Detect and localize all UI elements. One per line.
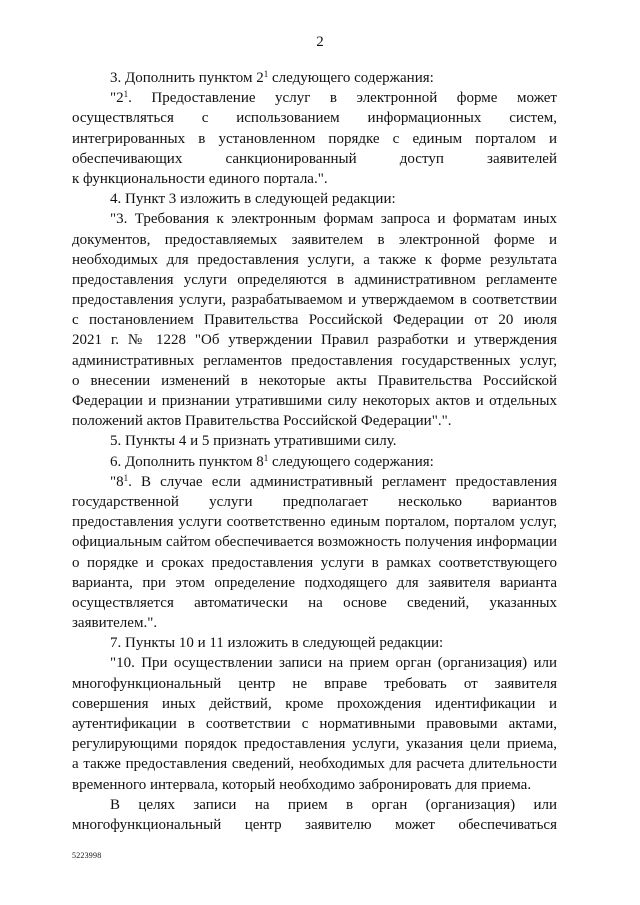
line-text: а также предоставления сведений, необходимых для расчета длительности (72, 756, 557, 773)
text-line (72, 795, 557, 815)
line-text: 6. Дополнить пунктом 8 (110, 453, 264, 470)
text-line (72, 593, 557, 613)
text-line (72, 613, 557, 633)
text-line (72, 230, 557, 250)
line-text: предоставления услуги, разрабатываемом и утверждаемом в соответствии (72, 292, 557, 309)
superscript: 1 (123, 472, 129, 483)
line-text: обеспечивающих санкционированный доступ заявителей (72, 150, 557, 167)
superscript: 1 (263, 452, 269, 463)
text-line (72, 189, 557, 209)
line-text: "8 (110, 473, 124, 490)
line-text: осуществляться с использованием информационных систем, (72, 110, 557, 127)
line-text: 4. Пункт 3 изложить в следующей редакции: (110, 191, 396, 208)
line-text: к функциональности единого портала.". (72, 170, 328, 187)
text-line (72, 452, 557, 472)
line-text-continuation: следующего содержания: (268, 453, 434, 470)
text-line (72, 633, 557, 653)
text-line (72, 431, 557, 451)
line-text: "3. Требования к электронным формам запроса и форматам иных (110, 211, 557, 228)
text-line (72, 351, 557, 371)
text-line (72, 391, 557, 411)
text-line (72, 129, 557, 149)
line-text: "10. При осуществлении записи на прием орган (организация) или (110, 655, 557, 672)
line-text: регулирующими порядок предоставления услуги, указания цели приема, (72, 736, 557, 753)
line-text-continuation: следующего содержания: (268, 70, 434, 86)
text-line (72, 330, 557, 350)
text-line (72, 553, 557, 573)
line-text: интегрированных в установленном порядке с единым порталом и (72, 130, 557, 147)
text-line (72, 169, 557, 189)
document-id: 5223998 (72, 851, 102, 860)
text-line (72, 472, 557, 492)
line-text: 7. Пункты 10 и 11 изложить в следующей редакции: (110, 635, 444, 652)
line-text: "2 (110, 90, 124, 107)
line-text-continuation: . Предоставление услуг в электронной форме может (128, 90, 557, 107)
line-text: официальным сайтом обеспечивается возможность получения информации (72, 534, 557, 551)
superscript: 1 (123, 89, 129, 100)
page-number: 2 (316, 34, 324, 50)
text-line (72, 775, 557, 795)
document-body (72, 68, 557, 835)
line-text: документов, предоставляемых заявителем в электронной форме и (72, 231, 557, 248)
text-line (72, 209, 557, 229)
line-text: предоставления услуги соответственно единым порталом, порталом услуг, (72, 514, 557, 531)
line-text: о порядке и сроках предоставления услуги в рамках соответствующего (72, 554, 557, 571)
line-text: временного интервала, который необходимо забронировать для приема. (72, 776, 532, 793)
text-line (72, 149, 557, 169)
line-text: В целях записи на прием в орган (организация) или (110, 796, 557, 813)
text-line (72, 88, 557, 108)
text-line (72, 754, 557, 774)
line-text: осуществляется автоматически на основе сведений, указанных (72, 594, 557, 611)
text-line (72, 512, 557, 532)
line-text: совершения иных действий, кроме прохождения идентификации и (72, 695, 557, 712)
text-line (72, 694, 557, 714)
line-text: 5. Пункты 4 и 5 признать утратившими силу. (110, 433, 397, 450)
text-line (72, 573, 557, 593)
text-line (72, 310, 557, 330)
line-text: предоставления услуги определяются в административном регламенте (72, 271, 557, 288)
text-line (72, 492, 557, 512)
line-text: с постановлением Правительства Российской Федерации от 20 июля (72, 312, 557, 329)
text-line (72, 411, 557, 431)
line-text: 2021 г. № 1228 "Об утверждении Правил разработки и утверждения (72, 332, 557, 349)
text-line (72, 532, 557, 552)
line-text: многофункциональный центр заявителю может обеспечиваться (72, 816, 557, 833)
text-line (72, 290, 557, 310)
text-line (72, 674, 557, 694)
line-text: 3. Дополнить пунктом 2 (110, 70, 264, 86)
line-text: варианта, при этом определение подходящего для заявителя варианта (72, 574, 557, 591)
line-text: о внесении изменений в некоторые акты Правительства Российской (72, 372, 557, 389)
text-line (72, 714, 557, 734)
text-line (72, 815, 557, 835)
text-line (72, 270, 557, 290)
line-text: заявителем.". (72, 615, 158, 632)
text-line (72, 734, 557, 754)
line-text: необходимых для предоставления услуги, а также к форме результата (72, 251, 557, 268)
line-text: Федерации и признании утратившими силу некоторых актов и отдельных (72, 393, 557, 409)
line-text: аутентификации в соответствии с нормативными правовыми актами, (72, 716, 557, 732)
line-text: положений актов Правительства Российской Федерации".". (72, 413, 452, 430)
text-line (72, 250, 557, 270)
line-text-continuation: . В случае если административный регламент предоставления (128, 473, 557, 490)
text-line (72, 68, 557, 88)
text-line (72, 371, 557, 391)
line-text: многофункциональный центр не вправе требовать от заявителя (72, 675, 557, 692)
line-text: государственной услуги предполагает несколько вариантов (72, 493, 557, 510)
text-line (72, 653, 557, 673)
text-line (72, 108, 557, 128)
superscript: 1 (263, 69, 269, 79)
line-text: административных регламентов предоставления государственных услуг, (72, 352, 557, 369)
